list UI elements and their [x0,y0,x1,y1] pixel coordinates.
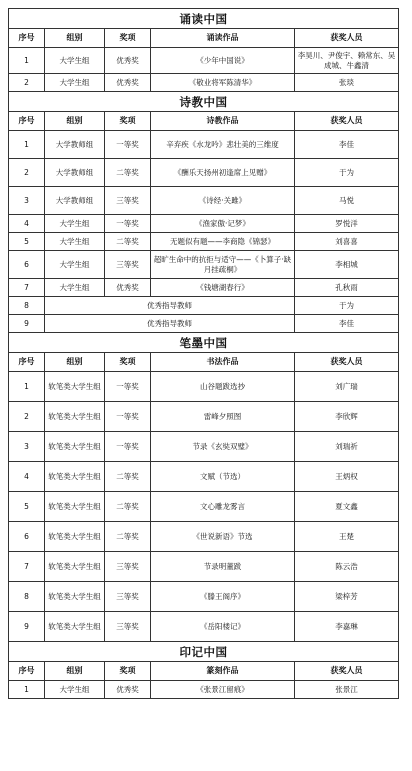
header-work: 篆刻作品 [151,662,295,681]
row-number: 5 [9,492,45,522]
row-work: 节录《玄奘双璧》 [151,432,295,462]
merged-cell: 优秀指导教师 [45,315,295,333]
table-row [9,552,399,582]
section-title-row [9,642,399,662]
table-row [9,159,399,187]
row-group: 软笔类大学生组 [45,432,105,462]
row-winner: 孔秋雨 [295,279,399,297]
table-row [9,612,399,642]
row-work: 节录明董跋 [151,552,295,582]
row-winner: 李欣辉 [295,402,399,432]
row-number: 6 [9,522,45,552]
row-work: 山谷题跋选抄 [151,372,295,402]
header-work: 书法作品 [151,353,295,372]
award-table [8,8,399,699]
row-group: 大学生组 [45,251,105,279]
table-row [9,187,399,215]
row-group: 大学生组 [45,215,105,233]
row-work: 超旷生命中的抗拒与适守——《卜算子·缺月挂疏桐》 [151,251,295,279]
row-award: 三等奖 [105,251,151,279]
header-award: 奖项 [105,353,151,372]
table-row [9,681,399,699]
row-work: 雷峰夕照图 [151,402,295,432]
row-award: 二等奖 [105,159,151,187]
row-number: 9 [9,612,45,642]
row-group: 软笔类大学生组 [45,582,105,612]
section-title: 印记中国 [9,642,399,662]
row-winner: 于为 [295,159,399,187]
table-row [9,233,399,251]
row-number: 3 [9,432,45,462]
header-work: 诵读作品 [151,29,295,48]
row-winner: 于为 [295,297,399,315]
table-row [9,315,399,333]
row-number: 1 [9,48,45,74]
row-winner: 李佳 [295,131,399,159]
row-award: 二等奖 [105,522,151,552]
header-no: 序号 [9,662,45,681]
row-winner: 罗悦洋 [295,215,399,233]
row-work: 《酬乐天扬州初逢席上见赠》 [151,159,295,187]
row-work: 辛弃疾《水龙吟》悲壮美的三维度 [151,131,295,159]
row-group: 大学生组 [45,279,105,297]
row-number: 8 [9,582,45,612]
header-row [9,662,399,681]
row-number: 4 [9,462,45,492]
header-row [9,112,399,131]
row-number: 2 [9,74,45,92]
row-work: 《岳阳楼记》 [151,612,295,642]
row-winner: 李相城 [295,251,399,279]
row-number: 1 [9,372,45,402]
row-winner: 张琰 [295,74,399,92]
row-group: 软笔类大学生组 [45,552,105,582]
row-winner: 李昊川、尹俊宇、赖常东、吴成城、牛鑫清 [295,48,399,74]
row-group: 软笔类大学生组 [45,612,105,642]
table-row [9,432,399,462]
table-row [9,279,399,297]
row-group: 大学生组 [45,681,105,699]
row-group: 大学生组 [45,48,105,74]
row-winner: 刘广瑞 [295,372,399,402]
row-award: 一等奖 [105,432,151,462]
row-work: 无题似有题——李商隐《锦瑟》 [151,233,295,251]
header-group: 组别 [45,353,105,372]
row-award: 一等奖 [105,402,151,432]
header-group: 组别 [45,662,105,681]
header-award: 奖项 [105,112,151,131]
row-group: 软笔类大学生组 [45,492,105,522]
section-title: 诗教中国 [9,92,399,112]
section-title-row [9,333,399,353]
header-row [9,29,399,48]
row-number: 5 [9,233,45,251]
row-number: 1 [9,681,45,699]
row-work: 《敬业将军陈清华》 [151,74,295,92]
row-number: 7 [9,552,45,582]
row-number: 8 [9,297,45,315]
table-row [9,372,399,402]
row-award: 一等奖 [105,215,151,233]
row-winner: 刘喜喜 [295,233,399,251]
table-row [9,297,399,315]
row-winner: 王炳权 [295,462,399,492]
header-no: 序号 [9,29,45,48]
table-row [9,74,399,92]
row-award: 优秀奖 [105,681,151,699]
row-group: 大学教师组 [45,159,105,187]
header-winner: 获奖人员 [295,112,399,131]
row-group: 大学教师组 [45,187,105,215]
header-award: 奖项 [105,29,151,48]
row-work: 《少年中国说》 [151,48,295,74]
row-award: 一等奖 [105,372,151,402]
header-row [9,353,399,372]
row-work: 《渔家傲·记梦》 [151,215,295,233]
row-winner: 李嘉琳 [295,612,399,642]
row-award: 一等奖 [105,131,151,159]
row-number: 1 [9,131,45,159]
row-winner: 刘瑞祈 [295,432,399,462]
header-no: 序号 [9,353,45,372]
table-row [9,522,399,552]
row-winner: 夏文鑫 [295,492,399,522]
award-document [8,8,398,699]
row-award: 二等奖 [105,233,151,251]
row-number: 7 [9,279,45,297]
row-number: 2 [9,402,45,432]
row-group: 软笔类大学生组 [45,522,105,552]
row-award: 三等奖 [105,612,151,642]
row-winner: 王楚 [295,522,399,552]
row-award: 三等奖 [105,552,151,582]
table-row [9,131,399,159]
table-row [9,582,399,612]
row-group: 大学生组 [45,233,105,251]
header-winner: 获奖人员 [295,29,399,48]
row-work: 《世说新语》节选 [151,522,295,552]
section-title-row [9,9,399,29]
row-winner: 李佳 [295,315,399,333]
row-number: 4 [9,215,45,233]
row-award: 三等奖 [105,582,151,612]
row-award: 优秀奖 [105,74,151,92]
header-no: 序号 [9,112,45,131]
header-award: 奖项 [105,662,151,681]
table-row [9,251,399,279]
row-group: 软笔类大学生组 [45,372,105,402]
row-work: 文赋（节选） [151,462,295,492]
table-row [9,462,399,492]
row-group: 软笔类大学生组 [45,402,105,432]
row-winner: 陈云浩 [295,552,399,582]
row-work: 《诗经·关雎》 [151,187,295,215]
section-title: 笔墨中国 [9,333,399,353]
row-winner: 马悦 [295,187,399,215]
row-work: 《钱塘湖春行》 [151,279,295,297]
header-group: 组别 [45,29,105,48]
row-number: 9 [9,315,45,333]
header-work: 诗教作品 [151,112,295,131]
table-row [9,492,399,522]
row-award: 二等奖 [105,492,151,522]
row-work: 《张景江留痕》 [151,681,295,699]
table-row [9,402,399,432]
row-work: 文心雕龙雾言 [151,492,295,522]
section-title: 诵读中国 [9,9,399,29]
table-row [9,48,399,74]
row-award: 二等奖 [105,462,151,492]
row-number: 6 [9,251,45,279]
row-number: 2 [9,159,45,187]
row-group: 软笔类大学生组 [45,462,105,492]
row-winner: 梁梓芳 [295,582,399,612]
row-work: 《滕王阁序》 [151,582,295,612]
table-row [9,215,399,233]
header-winner: 获奖人员 [295,353,399,372]
row-group: 大学生组 [45,74,105,92]
row-award: 三等奖 [105,187,151,215]
header-group: 组别 [45,112,105,131]
row-award: 优秀奖 [105,48,151,74]
row-winner: 张景江 [295,681,399,699]
row-group: 大学教师组 [45,131,105,159]
header-winner: 获奖人员 [295,662,399,681]
merged-cell: 优秀指导教师 [45,297,295,315]
row-award: 优秀奖 [105,279,151,297]
row-number: 3 [9,187,45,215]
section-title-row [9,92,399,112]
